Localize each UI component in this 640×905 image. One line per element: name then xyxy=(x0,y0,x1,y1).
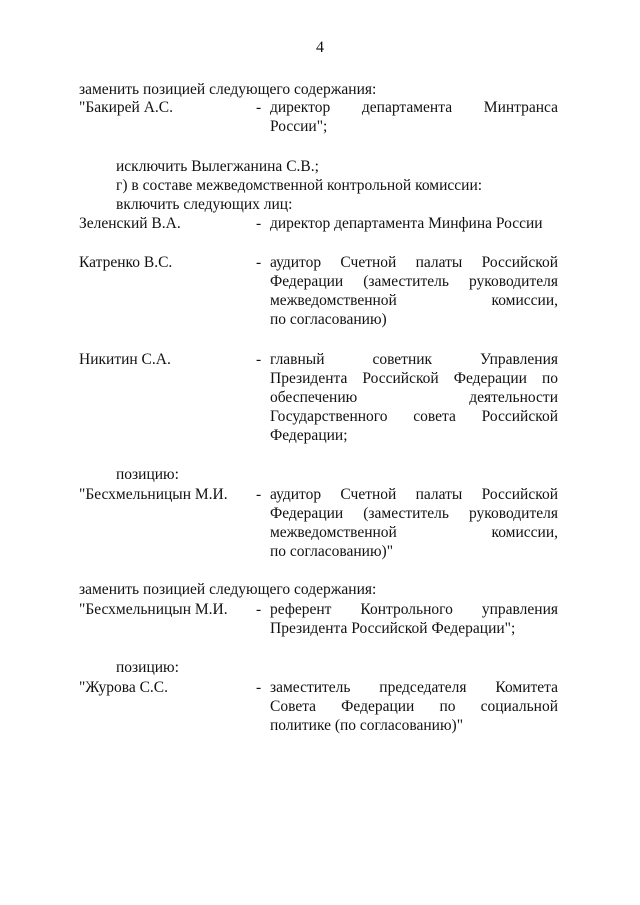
entry-name: "Журова С.С. xyxy=(79,679,169,696)
description-line: Федерации (заместитель руководителя xyxy=(270,505,558,522)
description-line: Федерации; xyxy=(270,427,348,444)
entry-description xyxy=(270,600,558,638)
position-label-1: позицию: xyxy=(116,466,179,483)
description-line: директор департамента Минтранса xyxy=(270,99,558,116)
description-line: межведомственной комиссии, xyxy=(270,292,558,309)
entry-name: Зеленский В.А. xyxy=(79,215,181,232)
page-number: 4 xyxy=(316,39,324,56)
entry-name: "Бесхмельницын М.И. xyxy=(79,486,228,503)
entry-description xyxy=(270,485,558,561)
description-line: России"; xyxy=(270,118,328,135)
entry-description xyxy=(270,678,558,735)
description-line: директор департамента Минфина России xyxy=(270,215,543,232)
entry-description xyxy=(270,253,558,329)
entry-dash: - xyxy=(256,679,262,696)
exclude-instruction: исключить Вылегжанина С.В.; xyxy=(116,158,319,175)
entry-dash: - xyxy=(256,254,262,271)
description-line: аудитор Счетной палаты Российской xyxy=(270,254,558,271)
description-line: Федерации (заместитель руководителя xyxy=(270,273,558,290)
entry-name: Никитин С.А. xyxy=(79,351,171,368)
entry-name: "Бесхмельницын М.И. xyxy=(79,601,228,618)
description-line: аудитор Счетной палаты Российской xyxy=(270,486,558,503)
description-line: по согласованию) xyxy=(270,311,387,328)
position-label-2: позицию: xyxy=(116,659,179,676)
description-line: Государственного совета Российской xyxy=(270,408,558,425)
description-line: Президента Российской Федерации по xyxy=(270,370,558,387)
include-instruction: включить следующих лиц: xyxy=(116,196,293,213)
replace-instruction-1: заменить позицией следующего содержания: xyxy=(79,81,377,98)
description-line: по согласованию)" xyxy=(270,543,394,560)
entry-dash: - xyxy=(256,99,262,116)
entry-name: Катренко В.С. xyxy=(79,254,173,271)
entry-description xyxy=(270,350,558,445)
description-line: главный советник Управления xyxy=(270,351,558,368)
item-g-heading: г) в составе межведомственной контрольной комиссии: xyxy=(116,177,483,194)
description-line: политике (по согласованию)" xyxy=(270,717,464,734)
entry-name: "Бакирей А.С. xyxy=(79,99,174,116)
entry-dash: - xyxy=(256,601,262,618)
entry-description xyxy=(270,98,558,136)
entry-dash: - xyxy=(256,215,262,232)
replace-instruction-2: заменить позицией следующего содержания: xyxy=(79,581,377,598)
description-line: обеспечению деятельности xyxy=(270,389,558,406)
entry-dash: - xyxy=(256,351,262,368)
entry-dash: - xyxy=(256,486,262,503)
entry-description xyxy=(270,214,558,233)
description-line: заместитель председателя Комитета xyxy=(270,679,558,696)
description-line: Президента Российской Федерации"; xyxy=(270,620,516,637)
description-line: референт Контрольного управления xyxy=(270,601,558,618)
description-line: межведомственной комиссии, xyxy=(270,524,558,541)
description-line: Совета Федерации по социальной xyxy=(270,698,558,715)
